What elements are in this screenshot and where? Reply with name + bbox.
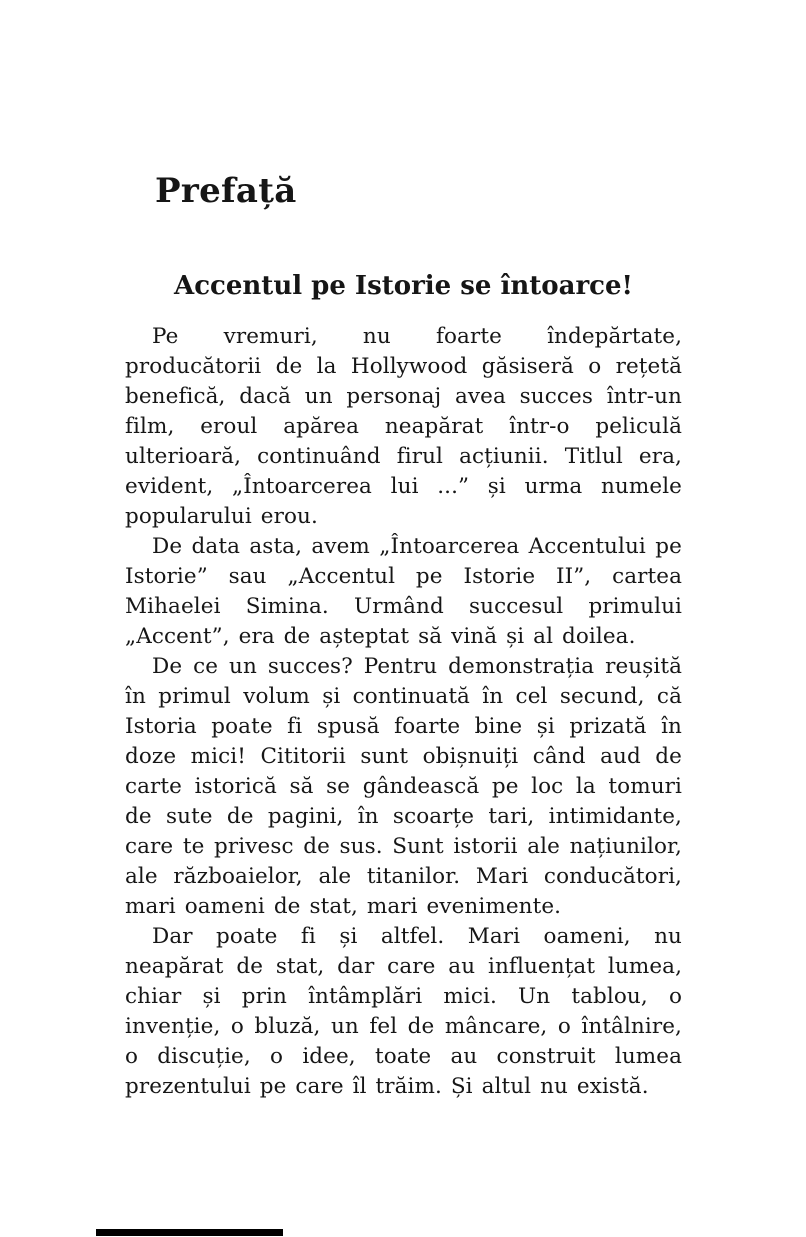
- paragraph: Dar poate fi și altfel. Mari oameni, nu neapărat de stat, dar care au influențat lumea, chiar și prin întâmplări mici. Un tablou, o invenție, o bluză, un fel de mâncare, o întâlnire, o discuție, o idee, toate au construit lumea prezentului pe care îl trăim. Și altul nu există.: [125, 924, 682, 1099]
- paragraph: Pe vremuri, nu foarte îndepărtate, producătorii de la Hollywood găsiseră o rețetă benefică, dacă un personaj avea succes într-un film, eroul apărea neapărat într-o peliculă ulterioară, continuând firul acțiunii. Titlul era, evident, „Întoarcerea lui ...” și urma numele popularului erou.: [125, 324, 682, 529]
- reading-progress-bar: [96, 1229, 283, 1236]
- paragraph: De ce un succes? Pentru demonstrația reușită în primul volum și continuată în cel secund, că Istoria poate fi spusă foarte bine și prizată în doze mici! Cititorii sunt obișnuiți când aud de carte istorică să se gândească pe loc la tomuri de sute de pagini, în scoarțe tari, intimidante, care te privesc de sus. Sunt istorii ale națiunilor, ale războaielor, ale titanilor. Mari conducători, mari oameni de stat, mari evenimente.: [125, 654, 682, 919]
- chapter-title: Prefață: [155, 171, 297, 211]
- body-text: [125, 322, 682, 1102]
- paragraph: De data asta, avem „Întoarcerea Accentului pe Istorie” sau „Accentul pe Istorie II”, cartea Mihaelei Simina. Urmând succesul primului „Accent”, era de așteptat să vină și al doilea.: [125, 534, 682, 649]
- page-content: [125, 0, 682, 1102]
- section-title: Accentul pe Istorie se întoarce!: [174, 270, 633, 301]
